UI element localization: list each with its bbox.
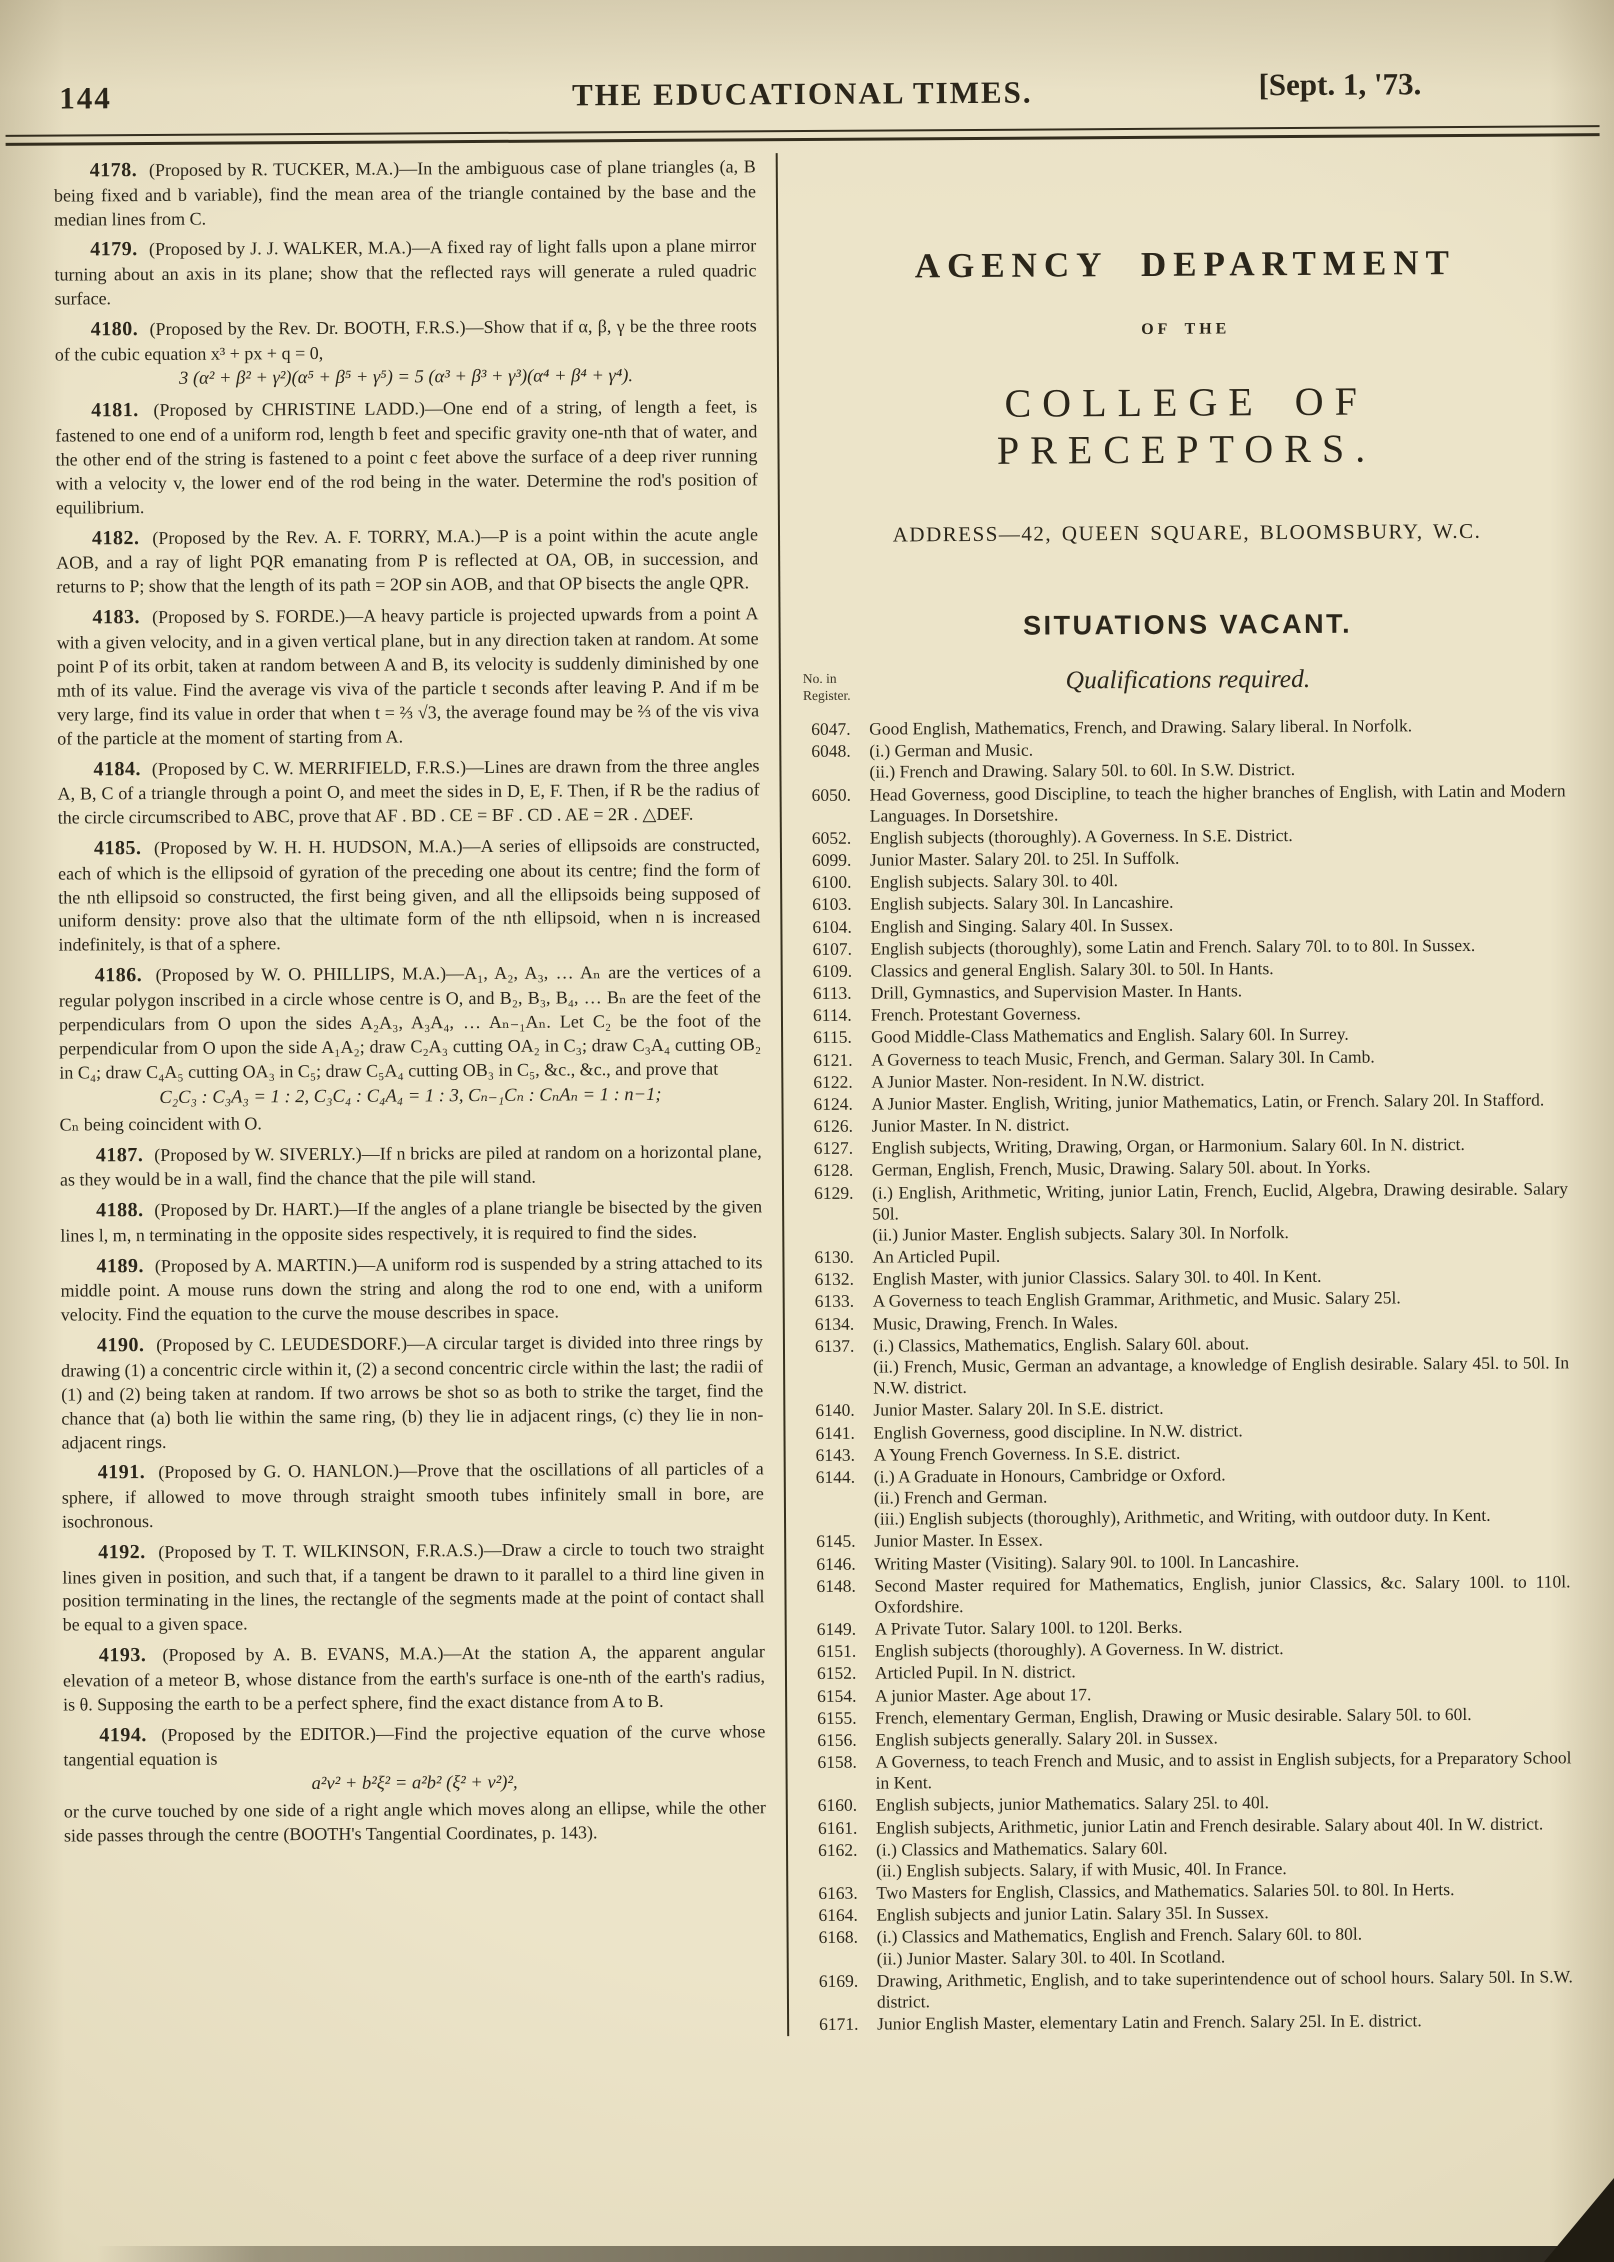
situations-vacant-heading: SITUATIONS VACANT. — [1022, 608, 1353, 641]
agency-department-title: AGENCY DEPARTMENT — [914, 243, 1457, 286]
of-the-label: OF THE — [1141, 320, 1231, 338]
vacancy-row — [819, 1923, 1573, 1970]
scan-corner-shadow — [1514, 2142, 1614, 2262]
problem-item — [62, 1535, 765, 1638]
problem-item — [56, 601, 759, 752]
vacancy-line: Junior Master. Salary 20l. to 25l. In Suffolk. — [869, 847, 1180, 870]
vacancy-row — [819, 2009, 1573, 2035]
issue-date: [Sept. 1, '73. — [1258, 66, 1422, 103]
register-column-label — [803, 671, 851, 705]
problem-number: 4194. — [99, 1723, 147, 1747]
problem-number: 4184. — [93, 757, 141, 780]
problem-body: 4182. (Proposed by the Rev. A. F. TORRY, M.A.)—P is a point within the acute angle AOB, and a ray of light PQR emanating from P is reflected at OA, OB, in succession, and returns to P; show that the length of its path = 2OP sin AOB, and that OP bisects the angle QPR. — [56, 524, 759, 597]
vacancy-line: (ii.) French and Drawing. Salary 50l. to 60l. In S.W. District. — [869, 759, 1296, 782]
vacancy-register-number: 6152. — [816, 1663, 857, 1684]
vacancy-description — [874, 1527, 1570, 1552]
vacancy-line: Junior English Master, elementary Latin and French. Salary 25l. In E. district. — [877, 2010, 1422, 2034]
vacancy-line: (i.) Classics, Mathematics, English. Salary 60l. about. — [872, 1333, 1250, 1356]
scan-bottom-shadow — [0, 2246, 1614, 2262]
problem-body: 4181. (Proposed by CHRISTINE LADD.)—One end of a string, of length a feet, is fastened to one end of a uniform rod, length b feet and specific gravity one-nth that of water, and the other end of the string is fastened to a point c feet above the surface of a deep river running with a velocity v, the lower end of the rod being in the water. Determine the rod's position of equilibrium. — [55, 396, 758, 518]
vacancy-line: English subjects, Arithmetic, junior Latin and French desirable. Salary about 40l. In W. district. — [875, 1813, 1544, 1838]
vacancy-row — [814, 1178, 1568, 1246]
vacancy-description — [870, 890, 1566, 915]
vacancy-register-number: 6052. — [811, 827, 852, 848]
problem-body: 4179. (Proposed by J. J. WALKER, M.A.)—A fixed ray of light falls upon a plane mirror turning about an axis in its plane; show that the reflected rays will generate a ruled quadric surface. — [54, 235, 757, 309]
vacancy-register-number: 6114. — [812, 1004, 852, 1026]
problem-body: 4190. (Proposed by C. LEUDESDORF.)—A circular target is divided into three rings by drawing (1) a concentric circle within it, (2) a second concentric circle within the last; the radii of (1) and (2) being taken at random. If two arrows be shot so as both to strike the target, find the chance that (a) both lie within the same ring, (b) they lie in adjacent rings, (c) they lie in non-adjacent rings. — [61, 1331, 764, 1453]
vacancy-line: A Governess, to teach French and Music, and to assist in English subjects, for a Preparatory School in Kent. — [875, 1747, 1572, 1793]
vacancy-register-number: 6137. — [814, 1335, 855, 1356]
vacancy-line: English subjects and junior Latin. Salary 35l. In Sussex. — [876, 1902, 1269, 1925]
problem-number: 4181. — [91, 399, 139, 422]
problem-number: 4188. — [96, 1199, 144, 1222]
vacancy-description — [871, 1045, 1567, 1070]
vacancy-description — [876, 1835, 1572, 1882]
vacancy-row — [817, 1747, 1571, 1794]
vacancy-register-number: 6124. — [813, 1093, 853, 1114]
vacancy-register-number: 6145. — [816, 1531, 856, 1552]
register-label-line1: No. in — [802, 670, 837, 687]
vacancy-row — [812, 780, 1566, 827]
vacancy-register-number: 6140. — [815, 1400, 855, 1421]
vacancy-register-number: 6164. — [818, 1904, 858, 1926]
problem-number: 4186. — [94, 964, 143, 987]
vacancy-description — [871, 1001, 1567, 1026]
problem-body: 4184. (Proposed by C. W. MERRIFIELD, F.R.S.)—Lines are drawn from the three angles A, B, C of a triangle through a point O, and meet the sides in D, E, F. Then, if R be the radius of the circle circumscribed to ABC, prove that AF . BD . CE = BF . CD . AE = 2R . △DEF. — [57, 754, 760, 828]
problems-column — [54, 153, 781, 2041]
vacancy-register-number: 6144. — [815, 1466, 856, 1487]
vacancy-description — [876, 1813, 1572, 1838]
vacancy-line: English subjects (thoroughly), some Latin and French. Salary 70l. to to 80l. In Sussex. — [870, 934, 1476, 959]
problem-number: 4185. — [93, 837, 142, 860]
vacancy-line: Junior Master. Salary 20l. In S.E. district. — [873, 1398, 1164, 1420]
problem-item — [54, 233, 756, 312]
problem-item — [61, 1328, 764, 1455]
problem-item — [60, 1249, 762, 1328]
page-header — [0, 66, 1610, 133]
vacancy-register-number: 6122. — [813, 1071, 853, 1092]
problem-item — [63, 1718, 766, 1849]
vacancy-register-number: 6104. — [812, 916, 852, 937]
vacancy-description — [877, 2009, 1573, 2034]
vacancy-register-number: 6127. — [813, 1137, 854, 1159]
problem-item — [63, 1639, 765, 1718]
vacancy-line: Drawing, Arithmetic, English, and to take superintendence out of school hours. Salary 50l. In S.W. district. — [876, 1966, 1573, 2012]
vacancy-register-number: 6047. — [811, 718, 851, 739]
vacancy-description — [872, 1242, 1568, 1267]
college-of-preceptors-title: COLLEGE OF PRECEPTORS. — [996, 378, 1377, 473]
vacancy-description — [873, 1287, 1569, 1312]
problem-number: 4182. — [91, 526, 140, 550]
problem-body: 4185. (Proposed by W. H. H. HUDSON, M.A.)—A series of ellipsoids are constructed, each of which is the ellipsoid of gyration of the preceding one about its centre; find the form of the nth ellipsoid so constructed, the first being given, and all the ellipsoids being supposed of uniform density: prove also that the ultimate form of the nth ellipsoid, when n is increased indefinitely, is that of a sphere. — [58, 834, 761, 955]
vacancy-line: Junior Master. In Essex. — [874, 1529, 1043, 1551]
vacancy-description — [873, 1331, 1569, 1399]
agency-column — [788, 148, 1573, 2036]
vacancy-register-number: 6107. — [812, 938, 852, 959]
vacancy-line: Two Masters for English, Classics, and Mathematics. Salaries 50l. to 80l. In Herts. — [876, 1879, 1455, 1903]
problem-formula: C₂C₃ : C₃A₃ = 1 : 2, C₃C₄ : C₄A₄ = 1 : 3, Cₙ₋₁Cₙ : CₙAₙ = 1 : n−1; — [159, 1084, 662, 1108]
vacancy-register-number: 6149. — [816, 1618, 857, 1640]
vacancy-description — [876, 1901, 1572, 1926]
vacancy-description — [872, 1134, 1568, 1159]
problem-number: 4183. — [92, 606, 141, 629]
problem-number: 4178. — [89, 159, 138, 182]
problem-number: 4180. — [90, 318, 139, 341]
vacancy-line: (i.) English, Arithmetic, Writing, junior Latin, French, Euclid, Algebra, Drawing desirable. Salary 50l. — [871, 1177, 1569, 1224]
vacancy-description — [871, 1089, 1567, 1114]
vacancy-line: Head Governess, good Discipline, to teach the higher branches of English, with Latin and Modern Languages. In Dorsetshire. — [869, 779, 1566, 826]
vacancy-line: English subjects (thoroughly). A Governess. In W. district. — [874, 1638, 1284, 1661]
problem-body: 4189. (Proposed by A. MARTIN.)—A uniform rod is suspended by a string attached to its middle point. A mouse runs down the string and along the rod to one end, with a uniform velocity. Find the equation to the curve the mouse describes in space. — [60, 1251, 763, 1325]
vacancy-register-number: 6050. — [811, 784, 852, 805]
vacancy-description — [871, 978, 1567, 1003]
vacancy-description — [876, 1878, 1572, 1903]
problem-continuation: or the curve touched by one side of a right angle which moves along an ellipse, while the other side passes through the centre (BOOTH's Tangential Coordinates, p. 143). — [63, 1797, 766, 1846]
problem-number: 4179. — [90, 238, 138, 261]
problem-item — [60, 1138, 762, 1193]
page-number: 144 — [59, 80, 112, 116]
vacancy-description — [870, 780, 1566, 827]
vacancy-description — [875, 1703, 1571, 1728]
vacancy-register-number: 6156. — [817, 1729, 857, 1750]
vacancy-register-number: 6154. — [817, 1685, 857, 1706]
vacancy-description — [875, 1659, 1571, 1684]
vacancy-register-number: 6100. — [812, 871, 852, 893]
vacancy-description — [875, 1747, 1571, 1794]
vacancy-description — [873, 1309, 1569, 1334]
vacancy-description — [871, 1023, 1567, 1048]
problem-number: 4192. — [98, 1540, 146, 1564]
vacancy-line: A Governess to teach English Grammar, Arithmetic, and Music. Salary 25l. — [872, 1287, 1401, 1312]
problem-item — [59, 959, 762, 1138]
vacancy-register-number: 6146. — [816, 1553, 856, 1574]
vacancy-register-number: 6143. — [815, 1444, 856, 1465]
problem-item — [60, 1193, 762, 1248]
vacancy-line: Writing Master (Visiting). Salary 90l. to 100l. In Lancashire. — [874, 1550, 1300, 1574]
vacancy-line: Classics and general English. Salary 30l. to 50l. In Hants. — [870, 958, 1274, 981]
vacancy-row — [815, 1331, 1569, 1399]
vacancy-register-number: 6158. — [817, 1751, 857, 1773]
vacancy-description — [872, 1156, 1568, 1181]
problem-item — [57, 752, 759, 831]
vacancy-line: Good Middle-Class Mathematics and English. Salary 60l. In Surrey. — [871, 1024, 1349, 1048]
vacancy-row — [811, 737, 1565, 784]
problem-body: 4180. (Proposed by the Rev. Dr. BOOTH, F.R.S.)—Show that if α, β, γ be the three roots of the cubic equation x³ + px + q = 0, — [54, 315, 757, 365]
vacancy-description — [870, 823, 1566, 848]
vacancy-line: Articled Pupil. In N. district. — [874, 1661, 1076, 1683]
vacancy-register-number: 6162. — [817, 1839, 858, 1860]
vacancy-description — [872, 1265, 1568, 1290]
vacancy-line: (i.) German and Music. — [869, 739, 1034, 761]
vacancy-register-number: 6168. — [818, 1927, 859, 1948]
vacancy-line: French, elementary German, English, Drawing or Music desirable. Salary 50l. to 60l. — [875, 1703, 1472, 1728]
vacancy-description — [877, 1966, 1573, 2013]
vacancy-register-number: 6099. — [811, 849, 852, 871]
vacancy-line: (ii.) English subjects. Salary, if with Music, 40l. In France. — [876, 1858, 1287, 1881]
vacancy-register-number: 6113. — [812, 982, 852, 1004]
vacancy-row — [816, 1462, 1570, 1530]
vacancy-description — [871, 956, 1567, 981]
vacancy-line: English Master, with junior Classics. Salary 30l. to 40l. In Kent. — [872, 1266, 1322, 1289]
vacancy-register-number: 6134. — [814, 1313, 855, 1334]
problem-body: 4194. (Proposed by the EDITOR.)—Find the projective equation of the curve whose tangential equation is — [63, 1721, 766, 1770]
qualifications-heading: Qualifications required. — [1065, 663, 1311, 695]
vacancy-line: English and Singing. Salary 40l. In Sussex. — [870, 914, 1174, 937]
vacancy-line: English subjects. Salary 30l. In Lancashire. — [870, 892, 1174, 914]
vacancy-register-number: 6151. — [816, 1640, 857, 1662]
problem-body: 4187. (Proposed by W. SIVERLY.)—If n bricks are piled at random on a horizontal plane, as they would be in a wall, find the chance that the pile will stand. — [59, 1140, 762, 1190]
problem-item — [58, 831, 761, 958]
problem-item — [55, 312, 757, 393]
qualifications-header-row — [802, 662, 1565, 705]
vacancy-description — [875, 1614, 1571, 1639]
vacancy-line: Second Master required for Mathematics, English, junior Classics, &c. Salary 100l. to 110l. Oxfordshire. — [874, 1571, 1571, 1617]
vacancy-register-number: 6109. — [812, 960, 853, 981]
problem-item — [55, 394, 758, 521]
vacancy-description — [875, 1637, 1571, 1662]
vacancy-description — [869, 714, 1565, 739]
vacancy-register-number: 6130. — [814, 1246, 854, 1268]
two-column-layout — [0, 136, 1614, 2041]
page-title: THE EDUCATIONAL TIMES. — [571, 74, 1033, 113]
vacancy-register-number: 6103. — [812, 894, 852, 915]
vacancy-line: Good English, Mathematics, French, and Drawing. Salary liberal. In Norfolk. — [869, 715, 1413, 739]
address-line: ADDRESS—42, QUEEN SQUARE, BLOOMSBURY, W.C. — [892, 518, 1482, 547]
vacancy-row — [818, 1835, 1572, 1882]
problem-number: 4187. — [95, 1143, 144, 1166]
page-content — [0, 66, 1614, 2041]
vacancy-description — [873, 1396, 1569, 1421]
vacancy-row — [819, 1966, 1573, 2013]
vacancy-line: An Articled Pupil. — [872, 1245, 1001, 1267]
vacancy-line: (i.) A Graduate in Honours, Cambridge or Oxford. — [873, 1464, 1226, 1487]
vacancy-line: A Private Tutor. Salary 100l. to 120l. Berks. — [874, 1616, 1183, 1639]
vacancy-line: (ii.) Junior Master. Salary 30l. to 40l. In Scotland. — [876, 1946, 1226, 1969]
vacancy-description — [870, 912, 1566, 937]
vacancy-line: (i.) Classics and Mathematics, English and French. Salary 60l. to 80l. — [876, 1924, 1363, 1948]
vacancy-line: English Governess, good discipline. In N.W. district. — [873, 1419, 1243, 1443]
vacancy-register-number: 6160. — [817, 1795, 858, 1816]
problem-item — [54, 153, 756, 232]
vacancy-register-number: 6126. — [813, 1115, 854, 1137]
register-label-line2: Register. — [802, 687, 851, 703]
vacancy-register-number: 6129. — [813, 1182, 854, 1203]
vacancies-list — [811, 714, 1573, 2035]
vacancy-register-number: 6148. — [816, 1575, 856, 1596]
problem-body: 4193. (Proposed by A. B. EVANS, M.A.)—At the station A, the apparent angular elevation of a meteor B, whose distance from the earth's surface is one-nth of the earth's radius, is θ. Supposing the earth to be a perfect sphere, find the exact distance from A to B. — [62, 1641, 766, 1715]
vacancy-register-number: 6133. — [814, 1291, 855, 1312]
vacancy-register-number: 6161. — [817, 1817, 858, 1838]
problem-formula: 3 (α² + β² + γ²)(α⁵ + β⁵ + γ⁵) = 5 (α³ + β³ + γ³)(α⁴ + β⁴ + γ⁴). — [178, 366, 634, 390]
vacancy-description — [875, 1725, 1571, 1750]
vacancy-line: (i.) Classics and Mathematics. Salary 60l. — [875, 1837, 1168, 1860]
vacancy-line: (ii.) French, Music, German an advantage, a knowledge of English desirable. Salary 45l. to 50l. In N.W. district. — [873, 1352, 1570, 1398]
problem-body: 4192. (Proposed by T. T. WILKINSON, F.R.A.S.)—Draw a circle to touch two straight lines given in position, and such that, if a tangent be drawn to it parallel to a third line given in position terminating in the lines, the rectangle of the segments made at the point of contact shall be equal to a given space. — [62, 1538, 765, 1635]
problem-item — [62, 1456, 764, 1535]
vacancy-description — [869, 737, 1565, 784]
problem-number: 4189. — [96, 1254, 145, 1278]
vacancy-description — [875, 1681, 1571, 1706]
problem-body: 4186. (Proposed by W. O. PHILLIPS, M.A.)—A₁, A₂, A₃, … Aₙ are the vertices of a regular polygon inscribed in a circle whose centre is O, and B₂, B₃, B₄, … Bₙ are the feet of the perpendiculars from O upon the sides A₂A₃, A₃A₄, … Aₙ₋₁Aₙ. Let C₂ be the foot of the perpendicular from O upon the side A₁A₂; draw C₂A₃ cutting OA₂ in C₃; draw C₃A₄ cutting OB₂ in C₄; draw C₄A₅ cutting OA₃ in C₅; draw C₅A₄ cutting OB₃ in C₅, &c., &c., and prove that — [58, 961, 762, 1083]
vacancy-line: (ii.) Junior Master. English subjects. Salary 30l. In Norfolk. — [872, 1222, 1289, 1245]
vacancy-register-number: 6155. — [817, 1707, 857, 1728]
vacancy-line: English subjects generally. Salary 20l. in Sussex. — [875, 1727, 1218, 1750]
vacancy-line: Drill, Gymnastics, and Supervision Master. In Hants. — [870, 980, 1243, 1003]
vacancy-register-number: 6171. — [819, 2013, 859, 2035]
problem-body: 4183. (Proposed by S. FORDE.)—A heavy particle is projected upwards from a point A with a given velocity, and in a given vertical plane, but in any direction taken at random. At some point P of its orbit, taken at random between A and B, its velocity is suddenly diminished by one mth of its value. Find the average vis viva of the particle t seconds after leaving P. And if m be very large, find its value in order that when t = ⅔ √3, the average found may be ⅔ of the vis viva of the particle at the moment of starting from A. — [56, 603, 760, 749]
vacancy-description — [872, 1111, 1568, 1136]
vacancy-line: (ii.) French and German. — [873, 1486, 1048, 1508]
problem-continuation: Cₙ being coincident with O. — [59, 1112, 262, 1135]
vacancy-line: Music, Drawing, French. In Wales. — [872, 1311, 1119, 1334]
vacancy-line: English subjects. Salary 30l. to 40l. — [870, 870, 1119, 892]
problem-body: 4188. (Proposed by Dr. HART.)—If the angles of a plane triangle be bisected by the given lines l, m, n terminating in the opposite sides respectively, it is required to find the sides. — [60, 1196, 763, 1246]
vacancy-line: A Young French Governess. In S.E. district. — [873, 1442, 1181, 1465]
vacancy-register-number: 6169. — [818, 1970, 859, 1991]
vacancy-line: English subjects, Writing, Drawing, Organ, or Harmonium. Salary 60l. In N. district. — [871, 1134, 1465, 1158]
vacancy-description — [874, 1571, 1570, 1618]
vacancy-register-number: 6048. — [811, 740, 851, 762]
problem-body: 4191. (Proposed by G. O. HANLON.)—Prove that the oscillations of all particles of a sphere, if allowed to move through straight smooth tubes infinitely small in bore, are isochronous. — [61, 1458, 764, 1532]
vacancy-line: A Junior Master. English, Writing, junior Mathematics, Latin, or French. Salary 20l. In Stafford. — [871, 1089, 1545, 1114]
vacancy-description — [871, 1067, 1567, 1092]
problem-number: 4191. — [97, 1461, 146, 1484]
vacancy-register-number: 6141. — [815, 1422, 855, 1443]
vacancy-description — [877, 1923, 1573, 1970]
vacancy-description — [874, 1549, 1570, 1574]
vacancy-register-number: 6121. — [813, 1049, 853, 1070]
vacancy-description — [874, 1440, 1570, 1465]
vacancy-description — [870, 845, 1566, 870]
problem-item — [56, 521, 758, 600]
vacancy-row — [816, 1571, 1570, 1618]
problem-body: 4178. (Proposed by R. TUCKER, M.A.)—In the ambiguous case of plane triangles (a, B being fixed and b variable), find the mean area of the triangle contained by the base and the median lines from C. — [53, 156, 756, 230]
vacancy-description — [876, 1791, 1572, 1816]
vacancy-line: French. Protestant Governess. — [870, 1003, 1081, 1025]
vacancy-description — [872, 1178, 1568, 1246]
problem-number: 4190. — [96, 1334, 145, 1357]
vacancy-register-number: 6115. — [813, 1027, 852, 1048]
vacancy-line: English subjects, junior Mathematics. Salary 25l. to 40l. — [875, 1792, 1270, 1816]
vacancy-description — [874, 1462, 1570, 1530]
vacancy-register-number: 6132. — [814, 1269, 854, 1290]
vacancy-register-number: 6163. — [818, 1882, 858, 1904]
problem-formula: a²v² + b²ξ² = a²b² (ξ² + v²)², — [311, 1773, 518, 1795]
problem-number: 4193. — [98, 1644, 147, 1667]
vacancy-line: Junior Master. In N. district. — [871, 1114, 1070, 1136]
vacancy-register-number: 6128. — [813, 1160, 854, 1181]
vacancy-line: A Junior Master. Non-resident. In N.W. district. — [871, 1069, 1205, 1092]
vacancy-description — [870, 934, 1566, 959]
vacancy-line: German, English, French, Music, Drawing. Salary 50l. about. In Yorks. — [871, 1157, 1371, 1181]
vacancy-description — [873, 1418, 1569, 1443]
vacancy-line: English subjects (thoroughly). A Governess. In S.E. District. — [869, 824, 1293, 848]
vacancy-description — [870, 868, 1566, 893]
vacancy-line: A Governess to teach Music, French, and German. Salary 30l. In Camb. — [871, 1046, 1375, 1070]
vacancy-line: A junior Master. Age about 17. — [875, 1683, 1092, 1706]
vacancy-line: (iii.) English subjects (thoroughly), Arithmetic, and Writing, with outdoor duty. In Kent. — [873, 1505, 1491, 1529]
